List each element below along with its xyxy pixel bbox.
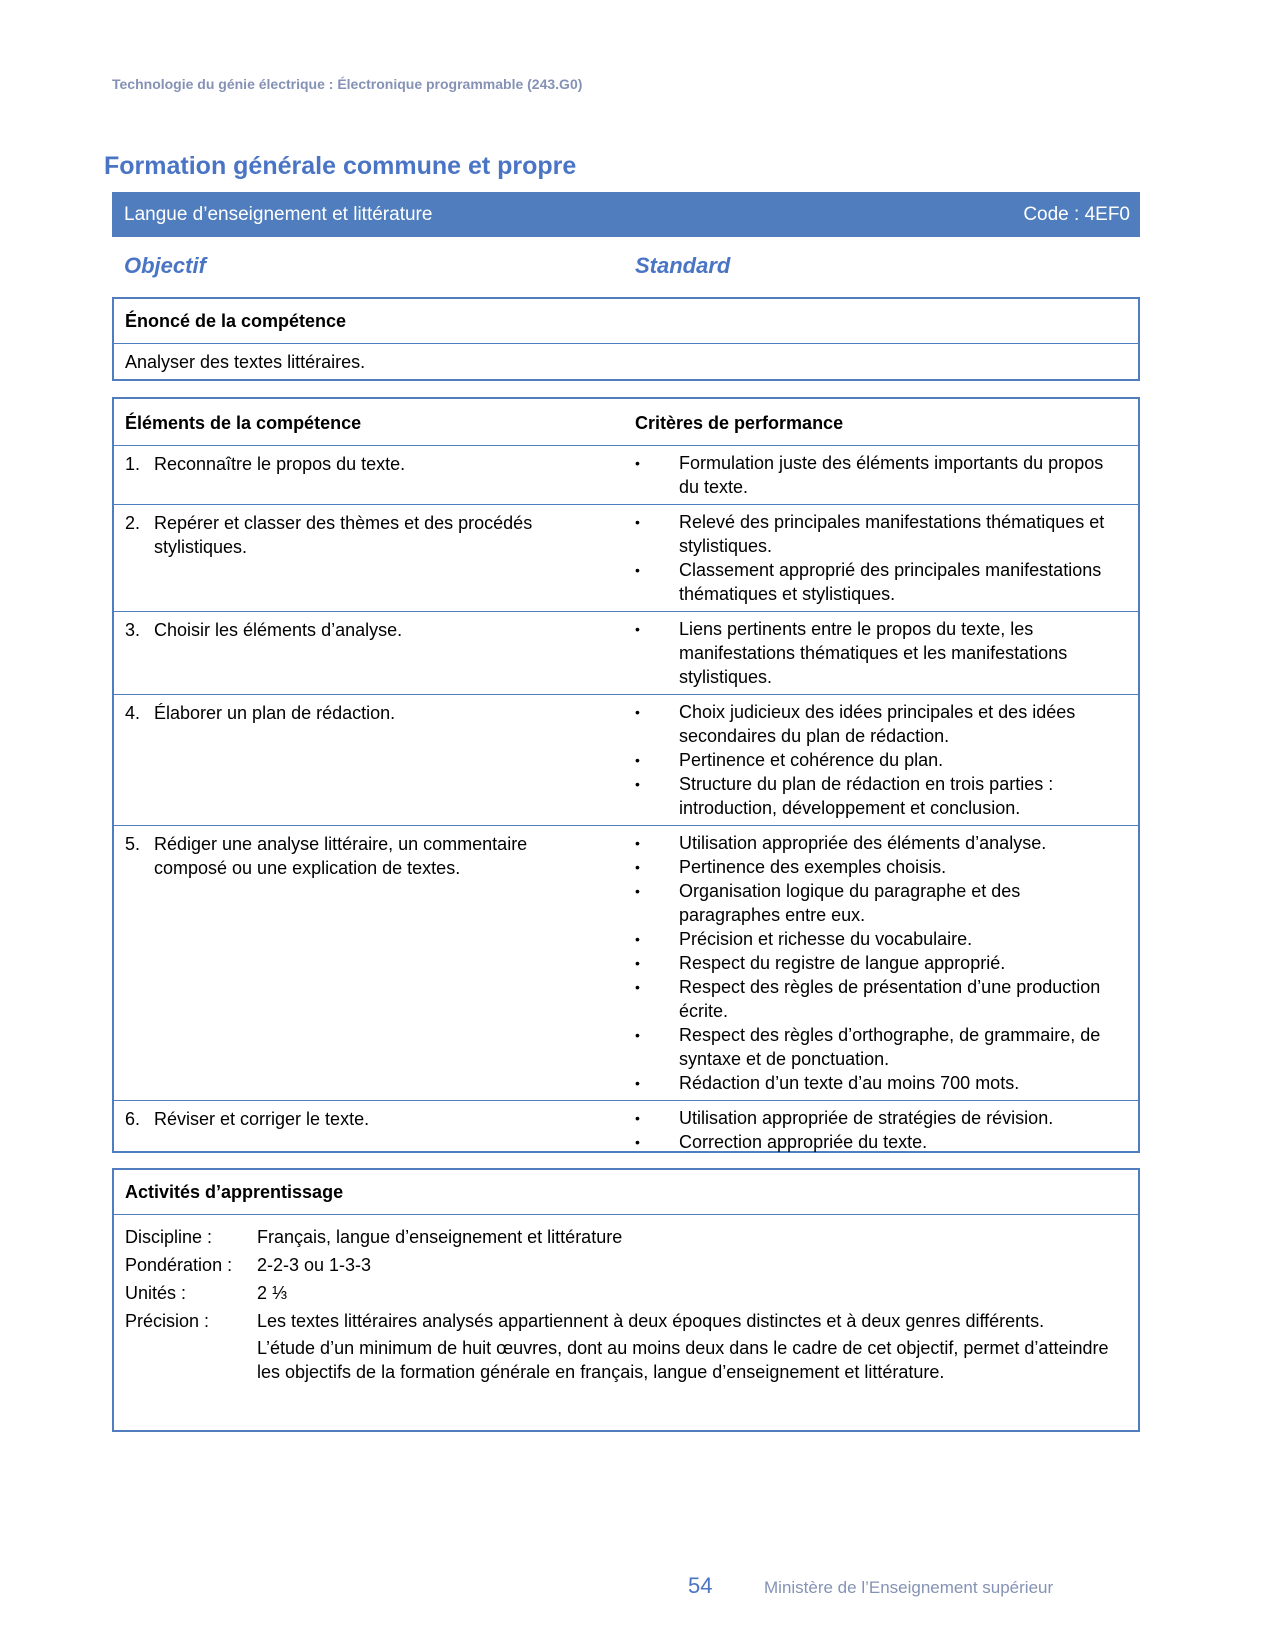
bullet-icon: • [635,514,640,530]
element-number: 6. [125,1109,141,1129]
element-number: 3. [125,620,141,640]
criterion-text: Relevé des principales manifestations thématiques et stylistiques. [679,512,1105,556]
enonce-box [112,297,1140,381]
precision-label: Précision : [125,1311,210,1331]
element-text: Rédiger une analyse littéraire, un commentaire composé ou une explication de textes. [154,834,528,878]
table-row [114,1101,1138,1160]
criterion-item [635,975,1138,1023]
section-title: Formation générale commune et propre [104,152,577,180]
bullet-icon: • [635,621,640,637]
competence-element [125,446,635,480]
precision-text-1: Les textes littéraires analysés appartiennent à deux époques distinctes et à deux genres différents. [257,1311,1045,1331]
criteria-list [635,446,1138,504]
element-text: Choisir les éléments d’analyse. [154,620,403,640]
page-footer [688,1573,1053,1599]
table-row [114,695,1138,826]
criterion-text: Respect des règles de présentation d’une production écrite. [679,977,1101,1021]
bullet-icon: • [635,752,640,768]
criterion-item [635,617,1138,689]
criterion-text: Classement approprié des principales manifestations thématiques et stylistiques. [679,560,1102,604]
discipline-value: Français, langue d’enseignement et littérature [257,1227,623,1247]
criteria-list [635,695,1138,825]
element-text: Reconnaître le propos du texte. [154,454,406,474]
criterion-item [635,1023,1138,1071]
bullet-icon: • [635,979,640,995]
course-code: Code : 4EF0 [1023,203,1130,225]
objective-label: Objectif [124,253,206,278]
criterion-text: Structure du plan de rédaction en trois parties : introduction, développement et conclusion. [679,774,1054,818]
criterion-item [635,951,1138,975]
discipline-row [114,1225,1138,1249]
competence-table [114,399,1138,1159]
course-title: Langue d’enseignement et littérature [124,203,433,225]
criterion-item [635,451,1138,499]
unites-label: Unités : [125,1283,187,1303]
criterion-item [635,831,1138,855]
element-text: Élaborer un plan de rédaction. [154,703,396,723]
element-number: 2. [125,513,141,533]
competence-table-box [112,397,1140,1153]
ponderation-row [114,1253,1138,1277]
criterion-text: Respect des règles d’orthographe, de grammaire, de syntaxe et de ponctuation. [679,1025,1101,1069]
standard-label: Standard [635,253,731,278]
bullet-icon: • [635,1075,640,1091]
precision-text-2: L’étude d’un minimum de huit œuvres, dont au moins deux dans le cadre de cet objectif, permet d’atteindre les objectifs de la formation générale en français, langue d’enseignement et littérature. [257,1338,1109,1382]
element-text: Réviser et corriger le texte. [154,1109,370,1129]
competence-element [125,1101,635,1135]
table-row [114,446,1138,505]
criterion-text: Pertinence et cohérence du plan. [679,750,944,770]
criterion-text: Pertinence des exemples choisis. [679,857,947,877]
criteria-list [635,505,1138,611]
ministry-name: Ministère de l’Enseignement supérieur [764,1578,1054,1597]
unites-row [114,1281,1138,1305]
criterion-item [635,772,1138,820]
criterion-item [635,510,1138,558]
competence-element [125,695,635,729]
competence-element [125,826,635,884]
course-bar [112,192,1140,237]
competence-element [125,505,635,563]
criterion-item [635,1106,1138,1130]
bullet-icon: • [635,859,640,875]
bullet-icon: • [635,883,640,899]
criteria-list [635,612,1138,694]
criteria-list [635,1101,1138,1159]
competence-element [125,612,635,646]
discipline-label: Discipline : [125,1227,213,1247]
criterion-text: Rédaction d’un texte d’au moins 700 mots. [679,1073,1020,1093]
bullet-icon: • [635,835,640,851]
table-row [114,505,1138,612]
element-number: 1. [125,454,141,474]
activities-heading: Activités d’apprentissage [125,1182,344,1202]
criterion-text: Formulation juste des éléments importants du propos du texte. [679,453,1104,497]
ponderation-label: Pondération : [125,1255,233,1275]
column-header-criteria: Critères de performance [635,413,844,433]
bullet-icon: • [635,562,640,578]
ponderation-value: 2-2-3 ou 1-3-3 [257,1255,372,1275]
criteria-list [635,826,1138,1100]
criterion-text: Utilisation appropriée des éléments d’analyse. [679,833,1047,853]
criterion-item [635,558,1138,606]
criterion-item [635,1071,1138,1095]
criterion-text: Respect du registre de langue approprié. [679,953,1006,973]
precision-row [114,1309,1138,1387]
page-number: 54 [688,1573,713,1598]
criterion-text: Liens pertinents entre le propos du texte, les manifestations thématiques et les manifestations stylistiques. [679,619,1068,687]
bullet-icon: • [635,1027,640,1043]
bullet-icon: • [635,776,640,792]
bullet-icon: • [635,704,640,720]
running-header: Technologie du génie électrique : Électronique programmable (243.G0) [112,76,583,92]
table-row [114,612,1138,695]
criterion-text: Choix judicieux des idées principales et des idées secondaires du plan de rédaction. [679,702,1076,746]
criterion-item [635,879,1138,927]
criterion-text: Utilisation appropriée de stratégies de révision. [679,1108,1054,1128]
bullet-icon: • [635,455,640,471]
element-text: Repérer et classer des thèmes et des procédés stylistiques. [154,513,533,557]
column-header-elements: Éléments de la compétence [125,413,362,433]
criterion-item [635,1130,1138,1154]
activities-box [112,1168,1140,1432]
bullet-icon: • [635,931,640,947]
enonce-heading: Énoncé de la compétence [125,311,347,331]
table-row [114,826,1138,1101]
bullet-icon: • [635,1134,640,1150]
element-number: 4. [125,703,141,723]
unites-value: 2 ⅓ [257,1283,288,1303]
criterion-text: Organisation logique du paragraphe et des paragraphes entre eux. [679,881,1021,925]
criterion-text: Correction appropriée du texte. [679,1132,928,1152]
criterion-text: Précision et richesse du vocabulaire. [679,929,973,949]
bullet-icon: • [635,955,640,971]
criterion-item [635,855,1138,879]
element-number: 5. [125,834,141,854]
criterion-item [635,927,1138,951]
bullet-icon: • [635,1110,640,1126]
criterion-item [635,700,1138,748]
enonce-text: Analyser des textes littéraires. [125,352,366,372]
criterion-item [635,748,1138,772]
